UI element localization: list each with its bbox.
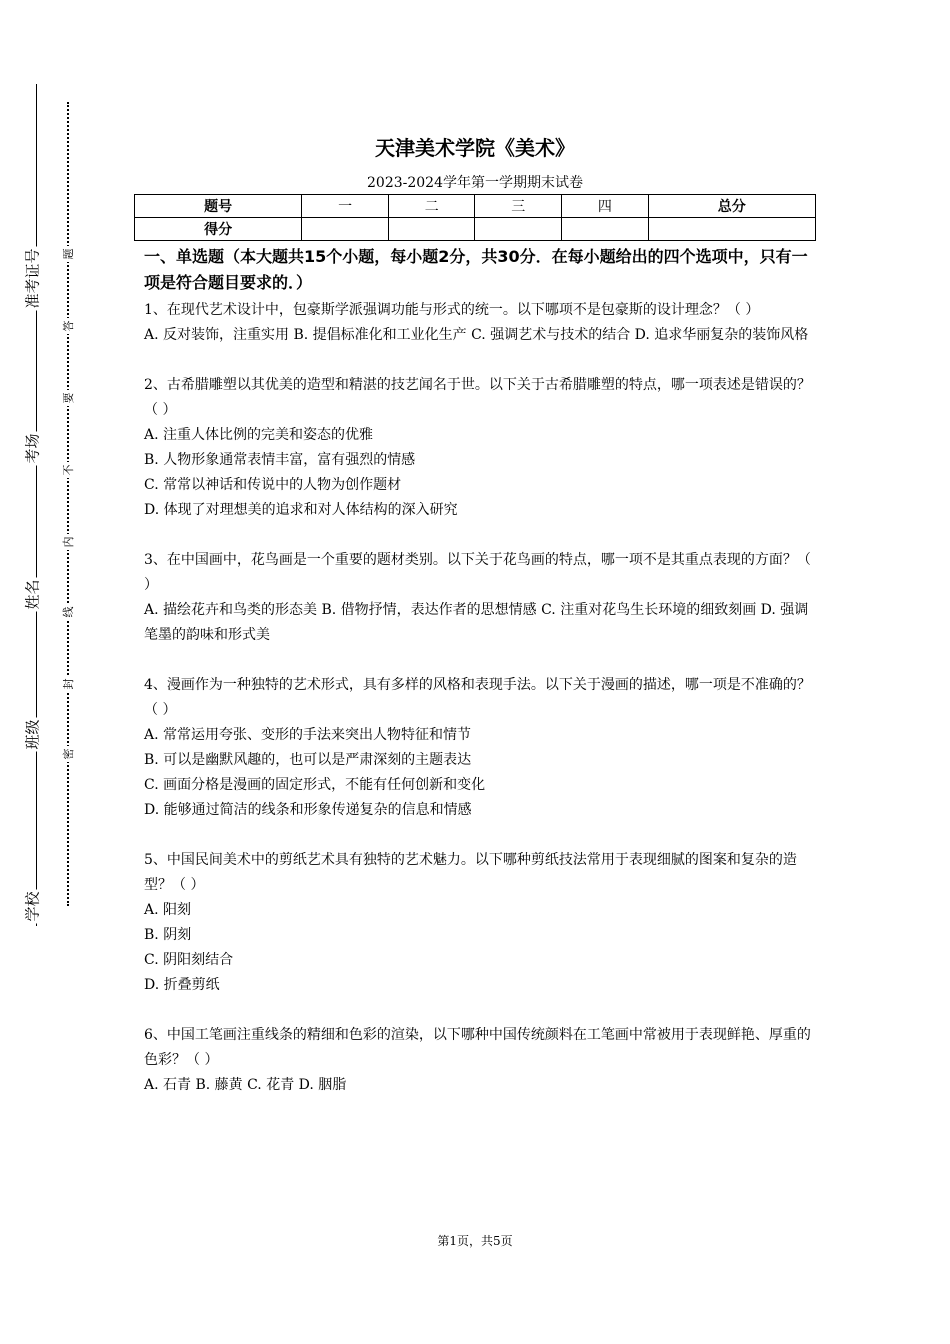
score-header-cell: 三 bbox=[475, 195, 562, 218]
page-number: 第1页，共5页 bbox=[437, 1234, 513, 1248]
score-cell bbox=[302, 218, 389, 241]
question-stem: 3、在中国画中，花鸟画是一个重要的题材类别。以下关于花鸟画的特点，哪一项不是其重点表现的方面？（ ） bbox=[144, 552, 811, 593]
score-cell bbox=[475, 218, 562, 241]
score-header-cell: 二 bbox=[388, 195, 475, 218]
question-option: A. 注重人体比例的完美和姿态的优雅 bbox=[144, 427, 374, 443]
question-stem: 5、中国民间美术中的剪纸艺术具有独特的艺术魅力。以下哪种剪纸技法常用于表现细腻的图案和复杂的造型？（ ） bbox=[144, 852, 797, 893]
question-option: A. 阳刻 bbox=[144, 902, 192, 918]
question-option: D. 折叠剪纸 bbox=[144, 977, 220, 993]
question-stem: 6、中国工笔画注重线条的精细和色彩的渲染，以下哪种中国传统颜料在工笔画中常被用于表现鲜艳、厚重的色彩？（ ） bbox=[144, 1027, 811, 1068]
section-heading: 一、单选题（本大题共15个小题，每小题2分，共30分．在每小题给出的四个选项中，只有一项是符合题目要求的．） bbox=[144, 247, 808, 292]
seal-mark: 内 bbox=[60, 534, 76, 550]
question-option: B. 人物形象通常表情丰富，富有强烈的情感 bbox=[144, 452, 416, 468]
question-option: C. 常常以神话和传说中的人物为创作题材 bbox=[144, 477, 402, 493]
seal-mark: 要 bbox=[60, 390, 76, 406]
seal-dotted-line bbox=[67, 102, 69, 906]
question-option: D. 体现了对理想美的追求和对人体结构的深入研究 bbox=[144, 502, 458, 518]
question-option: C. 画面分格是漫画的固定形式，不能有任何创新和变化 bbox=[144, 777, 486, 793]
exam-content bbox=[144, 244, 812, 1098]
question-stem: 2、古希腊雕塑以其优美的造型和精湛的技艺闻名于世。以下关于古希腊雕塑的特点，哪一项表述是错误的？（ ） bbox=[144, 377, 811, 418]
question-option: A. 常常运用夸张、变形的手法来突出人物特征和情节 bbox=[144, 727, 472, 743]
question-option: D. 能够通过简洁的线条和形象传递复杂的信息和情感 bbox=[144, 802, 472, 818]
score-cell bbox=[388, 218, 475, 241]
seal-mark: 线 bbox=[60, 604, 76, 620]
question-option: B. 可以是幽默风趣的，也可以是严肃深刻的主题表达 bbox=[144, 752, 472, 768]
question-option: C. 阴阳刻结合 bbox=[144, 952, 234, 968]
seal-mark: 题 bbox=[60, 246, 76, 262]
score-header-cell: 题号 bbox=[135, 195, 302, 218]
class-label: 班级 bbox=[23, 719, 42, 750]
exam-id-label: 准考证号 bbox=[23, 248, 42, 309]
exam-subtitle: 2023-2024学年第一学期期末试卷 bbox=[367, 175, 583, 191]
seal-mark: 密 bbox=[60, 746, 76, 762]
score-table bbox=[134, 194, 816, 241]
seal-mark: 答 bbox=[60, 318, 76, 334]
score-header-cell: 四 bbox=[562, 195, 649, 218]
question-stem: 4、漫画作为一种独特的艺术形式，具有多样的风格和表现手法。以下关于漫画的描述，哪一项是不准确的？（ ） bbox=[144, 677, 811, 718]
question-options: A. 石青 B. 藤黄 C. 花青 D. 胭脂 bbox=[144, 1077, 347, 1093]
exam-room-label: 考场 bbox=[23, 433, 42, 464]
school-label: 学校 bbox=[23, 891, 42, 922]
score-row-label: 得分 bbox=[135, 218, 302, 241]
score-table-header-row bbox=[135, 195, 816, 218]
score-header-cell: 一 bbox=[302, 195, 389, 218]
score-cell bbox=[562, 218, 649, 241]
seal-mark: 不 bbox=[60, 462, 76, 478]
question-options: A. 反对装饰，注重实用 B. 提倡标准化和工业化生产 C. 强调艺术与技术的结合 D. 追求华丽复杂的装饰风格 bbox=[144, 327, 809, 343]
seal-mark: 封 bbox=[60, 676, 76, 692]
exam-title: 天津美术学院《美术》 bbox=[375, 136, 575, 160]
binding-line bbox=[36, 84, 37, 926]
question-stem: 1、在现代艺术设计中，包豪斯学派强调功能与形式的统一。以下哪项不是包豪斯的设计理念？（ ） bbox=[144, 302, 760, 318]
question-option: B. 阴刻 bbox=[144, 927, 192, 943]
score-cell bbox=[648, 218, 815, 241]
score-header-cell: 总分 bbox=[648, 195, 815, 218]
name-label: 姓名 bbox=[23, 579, 42, 610]
score-table-score-row bbox=[135, 218, 816, 241]
question-options: A. 描绘花卉和鸟类的形态美 B. 借物抒情，表达作者的思想情感 C. 注重对花鸟生长环境的细致刻画 D. 强调笔墨的韵味和形式美 bbox=[144, 602, 809, 643]
